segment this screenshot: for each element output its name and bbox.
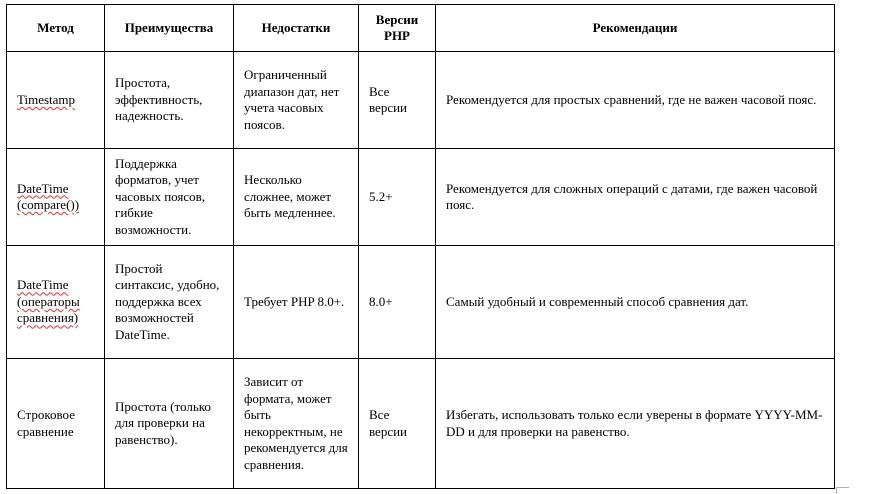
table-row <box>7 359 835 489</box>
method-text: DateTime (операторы сравнения) <box>17 277 80 326</box>
header-method: Метод <box>7 5 105 52</box>
table-row <box>7 246 835 359</box>
advantages-cell: Простота, эффективность, надежность. <box>105 52 234 149</box>
advantages-cell: Поддержка форматов, учет часовых поясов, гибкие возможности. <box>105 149 234 246</box>
header-disadvantages: Недостатки <box>234 5 359 52</box>
method-cell: Строковое сравнение <box>7 359 105 489</box>
method-text: Timestamp <box>17 91 76 107</box>
table-row <box>7 149 835 246</box>
header-recommendations: Рекомендации <box>436 5 835 52</box>
versions-cell: 8.0+ <box>359 246 436 359</box>
versions-cell: 5.2+ <box>359 149 436 246</box>
comparison-table <box>6 4 835 489</box>
disadvantages-cell: Требует PHP 8.0+. <box>234 246 359 359</box>
advantages-cell: Простой синтаксис, удобно, поддержка всех возможностей DateTime. <box>105 246 234 359</box>
header-versions: Версии PHP <box>359 5 436 52</box>
method-cell <box>7 246 105 359</box>
disadvantages-cell: Ограниченный диапазон дат, нет учета часовых поясов. <box>234 52 359 149</box>
table-end-mark <box>836 487 849 494</box>
header-row <box>7 5 835 52</box>
recommendation-cell: Самый удобный и современный способ сравнения дат. <box>436 246 835 359</box>
method-text: DateTime (compare()) <box>17 180 80 212</box>
method-cell <box>7 52 105 149</box>
versions-cell: Все версии <box>359 359 436 489</box>
recommendation-cell: Рекомендуется для простых сравнений, где не важен часовой пояс. <box>436 52 835 149</box>
disadvantages-cell: Несколько сложнее, может быть медленнее. <box>234 149 359 246</box>
recommendation-cell: Рекомендуется для сложных операций с датами, где важен часовой пояс. <box>436 149 835 246</box>
method-cell <box>7 149 105 246</box>
disadvantages-cell: Зависит от формата, может быть некорректным, не рекомендуется для сравнения. <box>234 359 359 489</box>
header-advantages: Преимущества <box>105 5 234 52</box>
table-row <box>7 52 835 149</box>
recommendation-cell: Избегать, использовать только если уверены в формате YYYY-MM-DD и для проверки на равенство. <box>436 359 835 489</box>
versions-cell: Все версии <box>359 52 436 149</box>
advantages-cell: Простота (только для проверки на равенство). <box>105 359 234 489</box>
